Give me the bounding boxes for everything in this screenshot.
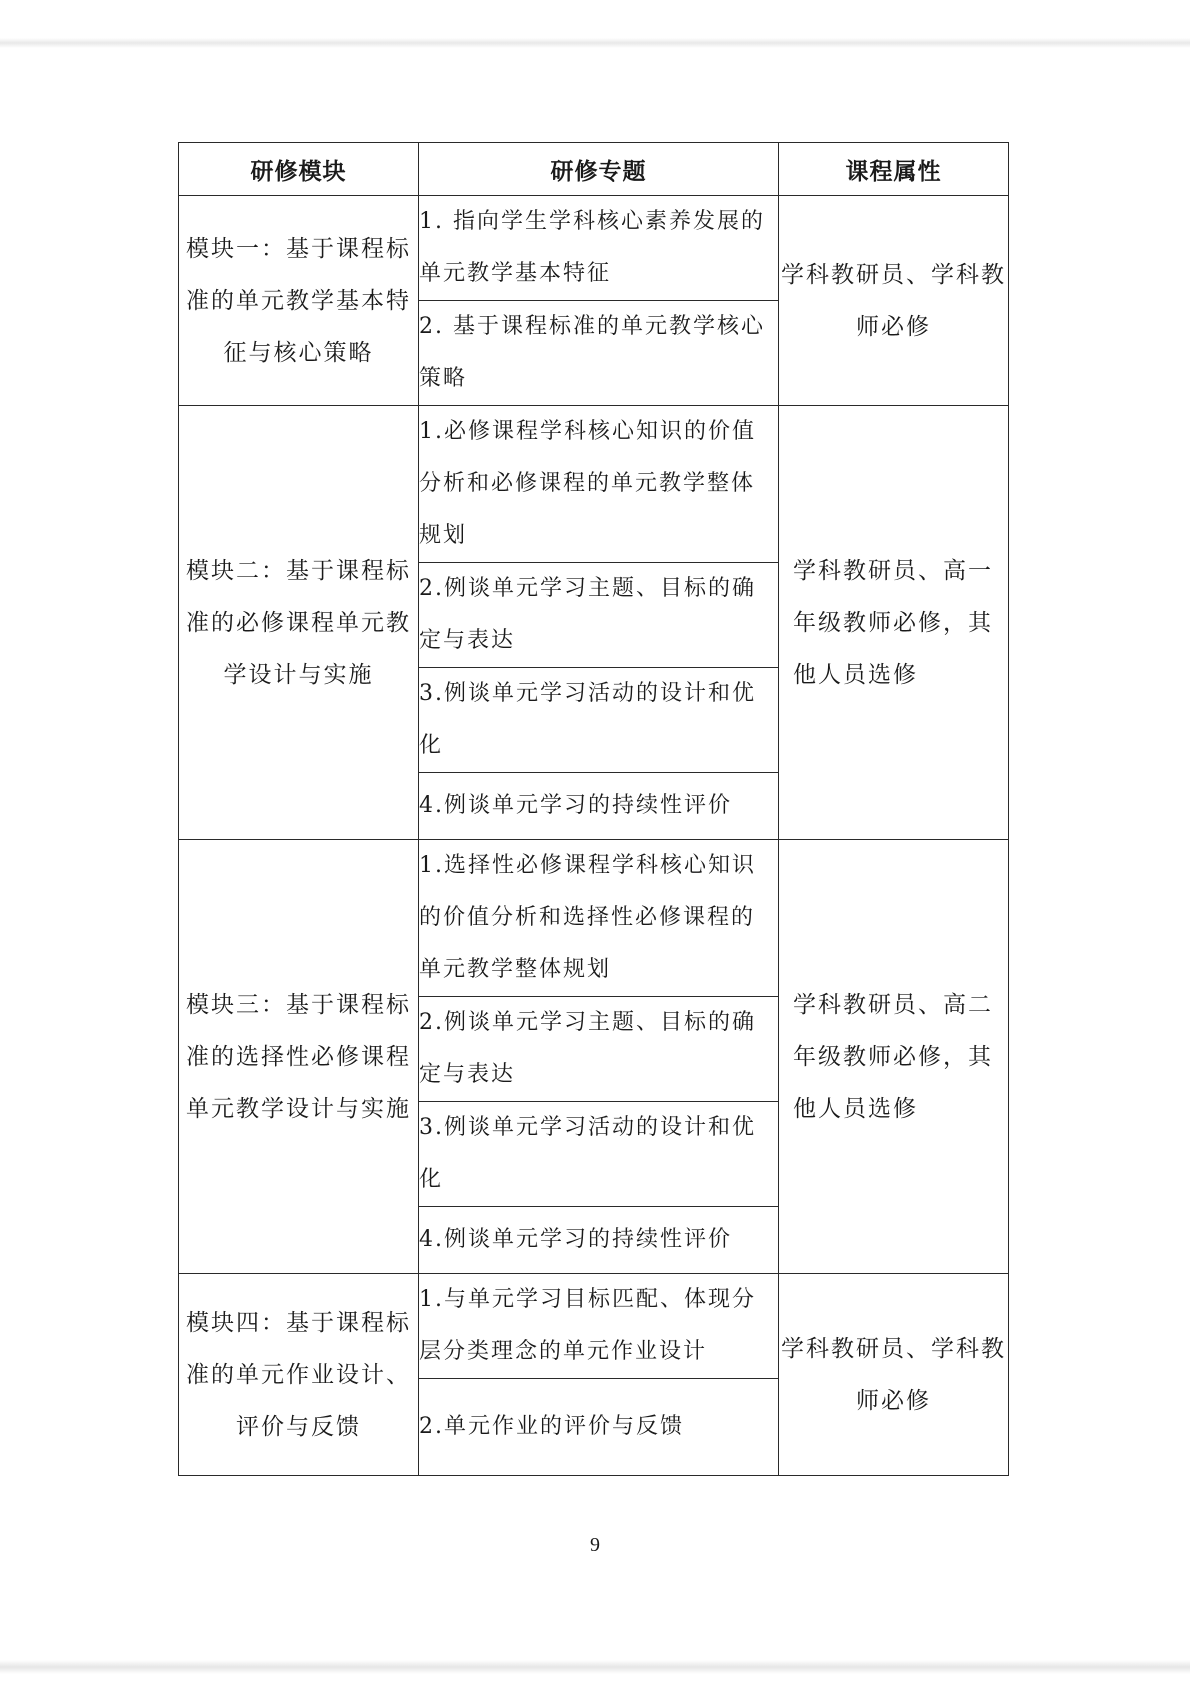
module-3-topic-1: 1.选择性必修课程学科核心知识的价值分析和选择性必修课程的单元教学整体规划 bbox=[419, 840, 779, 997]
table-row bbox=[179, 196, 1009, 301]
module-2-topic-3: 3.例谈单元学习活动的设计和优化 bbox=[419, 668, 779, 773]
header-topic: 研修专题 bbox=[419, 143, 779, 196]
module-4-name: 模块四：基于课程标准的单元作业设计、评价与反馈 bbox=[179, 1274, 419, 1476]
module-1-topic-1: 1. 指向学生学科核心素养发展的单元教学基本特征 bbox=[419, 196, 779, 301]
table-row bbox=[179, 1274, 1009, 1379]
module-3-name: 模块三：基于课程标准的选择性必修课程单元教学设计与实施 bbox=[179, 840, 419, 1274]
module-3-topic-3: 3.例谈单元学习活动的设计和优化 bbox=[419, 1102, 779, 1207]
module-2-name: 模块二：基于课程标准的必修课程单元教学设计与实施 bbox=[179, 406, 419, 840]
module-4-attribute: 学科教研员、学科教师必修 bbox=[779, 1274, 1009, 1476]
module-4-topic-1: 1.与单元学习目标匹配、体现分层分类理念的单元作业设计 bbox=[419, 1274, 779, 1379]
header-module: 研修模块 bbox=[179, 143, 419, 196]
module-2-attribute: 学科教研员、高一年级教师必修，其他人员选修 bbox=[779, 406, 1009, 840]
module-3-topic-2: 2.例谈单元学习主题、目标的确定与表达 bbox=[419, 997, 779, 1102]
module-3-attribute: 学科教研员、高二年级教师必修，其他人员选修 bbox=[779, 840, 1009, 1274]
scan-edge-bottom bbox=[0, 1660, 1190, 1674]
module-2-topic-2: 2.例谈单元学习主题、目标的确定与表达 bbox=[419, 563, 779, 668]
module-1-topic-2: 2. 基于课程标准的单元教学核心策略 bbox=[419, 301, 779, 406]
module-4-topic-2: 2.单元作业的评价与反馈 bbox=[419, 1379, 779, 1476]
table-header-row bbox=[179, 143, 1009, 196]
module-2-topic-4: 4.例谈单元学习的持续性评价 bbox=[419, 773, 779, 840]
table-row bbox=[179, 406, 1009, 563]
module-1-attribute: 学科教研员、学科教师必修 bbox=[779, 196, 1009, 406]
header-attribute: 课程属性 bbox=[779, 143, 1009, 196]
module-3-topic-4: 4.例谈单元学习的持续性评价 bbox=[419, 1207, 779, 1274]
scan-edge-top bbox=[0, 38, 1190, 48]
course-module-table bbox=[178, 142, 1009, 1476]
module-1-name: 模块一：基于课程标准的单元教学基本特征与核心策略 bbox=[179, 196, 419, 406]
page-number: 9 bbox=[590, 1534, 600, 1556]
module-2-topic-1: 1.必修课程学科核心知识的价值分析和必修课程的单元教学整体规划 bbox=[419, 406, 779, 563]
table-row bbox=[179, 840, 1009, 997]
